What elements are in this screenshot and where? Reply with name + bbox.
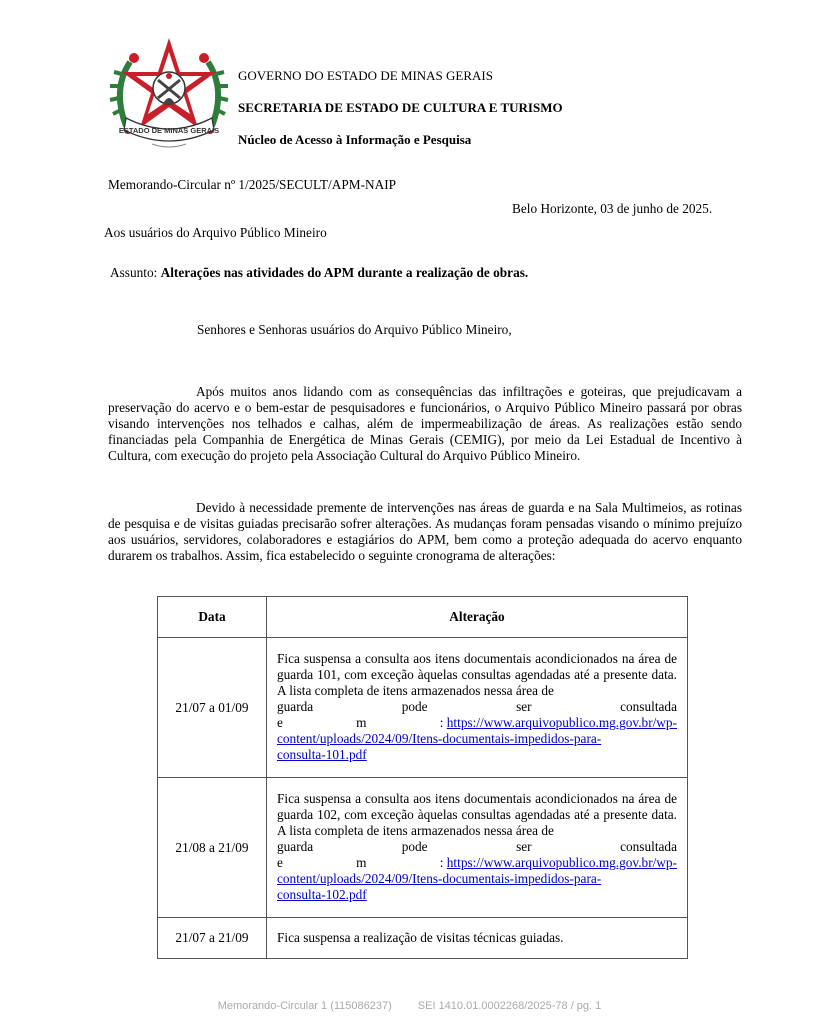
row-change <box>267 918 688 959</box>
word: : <box>439 855 444 870</box>
paragraph-1: Após muitos anos lidando com as consequências das infiltrações e goteiras, que prejudicavam a preservação do acervo e o bem-estar de pesquisadores e funcionários, o Arquivo Público Mineiro passará por obras visando intervenções nos telhados e calhas, além de impermeabilização de áreas. As realizações estão sendo financiadas pela Companhia de Energética de Minas Gerais (CEMIG), por meio da Lei Estadual de Incentivo à Cultura, com execução do projeto pela Associação Cultural do Arquivo Público Mineiro. <box>108 384 742 463</box>
table-row <box>158 918 688 959</box>
table-row <box>158 638 688 778</box>
government-heading: GOVERNO DO ESTADO DE MINAS GERAIS <box>238 68 493 83</box>
memo-number: Memorando-Circular nº 1/2025/SECULT/APM-NAIP <box>108 177 397 192</box>
list-link-101-end[interactable]: consulta-101.pdf <box>277 747 367 762</box>
nucleus-heading: Núcleo de Acesso à Informação e Pesquisa <box>238 132 472 147</box>
word: pode <box>401 839 428 854</box>
row-change <box>267 778 688 918</box>
list-link-101[interactable]: https://www.arquivopublico.mg.gov.br/wp- <box>446 715 677 730</box>
word: m <box>356 715 367 730</box>
subject-line <box>110 265 528 281</box>
row-date: 21/07 a 01/09 <box>158 638 267 778</box>
word: : <box>439 715 444 730</box>
list-link-102[interactable]: https://www.arquivopublico.mg.gov.br/wp- <box>446 855 677 870</box>
row-date: 21/07 a 21/09 <box>158 918 267 959</box>
word: ser <box>516 699 532 714</box>
word: guarda <box>277 839 314 854</box>
page-footer <box>0 1000 819 1012</box>
column-header-date: Data <box>158 597 267 638</box>
word: ser <box>516 839 532 854</box>
footer-document-id: Memorando-Circular 1 (115086237) <box>217 1000 392 1012</box>
row-change-text: Fica suspensa a consulta aos itens documentais acondicionados na área de guarda 102, com exceção àquelas consultas agendadas até a presente data. A lista completa de itens armazenados nessa área de <box>277 791 677 838</box>
list-link-101-cont[interactable]: content/uploads/2024/09/Itens-documentais-impedidos-para- <box>277 731 602 746</box>
word: consultada <box>620 839 677 854</box>
list-link-102-cont[interactable]: content/uploads/2024/09/Itens-documentais-impedidos-para- <box>277 871 602 886</box>
salutation: Senhores e Senhoras usuários do Arquivo Público Mineiro, <box>197 322 512 337</box>
schedule-table <box>157 596 688 959</box>
column-header-change: Alteração <box>267 597 688 638</box>
word: m <box>356 855 367 870</box>
word: e <box>277 855 283 870</box>
subject-label: Assunto: <box>110 265 161 280</box>
place-date: Belo Horizonte, 03 de junho de 2025. <box>512 201 713 216</box>
coat-of-arms-icon <box>108 34 230 152</box>
row-change-text: Fica suspensa a realização de visitas técnicas guiadas. <box>277 930 564 945</box>
word: pode <box>401 699 428 714</box>
footer-sei-number: SEI 1410.01.0002268/2025-78 / pg. 1 <box>417 1000 602 1012</box>
word: consultada <box>620 699 677 714</box>
row-date: 21/08 a 21/09 <box>158 778 267 918</box>
word: guarda <box>277 699 314 714</box>
svg-text:ESTADO DE MINAS GERAIS: ESTADO DE MINAS GERAIS <box>118 126 220 135</box>
paragraph-2: Devido à necessidade premente de intervenções nas áreas de guarda e na Sala Multimeios, as rotinas de pesquisa e de visitas guiadas precisarão sofrer alterações. As mudanças foram pensadas visando o mínimo prejuízo aos usuários, servidores, colaboradores e estagiários do APM, bem como a proteção adequada do acervo enquanto durarem os trabalhos. Assim, fica estabelecido o seguinte cronograma de alterações: <box>108 500 742 563</box>
recipient: Aos usuários do Arquivo Público Mineiro <box>104 225 327 240</box>
row-change <box>267 638 688 778</box>
secretariat-heading: SECRETARIA DE ESTADO DE CULTURA E TURISMO <box>238 100 563 115</box>
table-row <box>158 778 688 918</box>
row-change-text: Fica suspensa a consulta aos itens documentais acondicionados na área de guarda 101, com exceção àquelas consultas agendadas até a presente data. A lista completa de itens armazenados nessa área de <box>277 651 677 698</box>
subject-text: Alterações nas atividades do APM durante a realização de obras. <box>160 265 529 280</box>
list-link-102-end[interactable]: consulta-102.pdf <box>277 887 367 902</box>
word: e <box>277 715 283 730</box>
